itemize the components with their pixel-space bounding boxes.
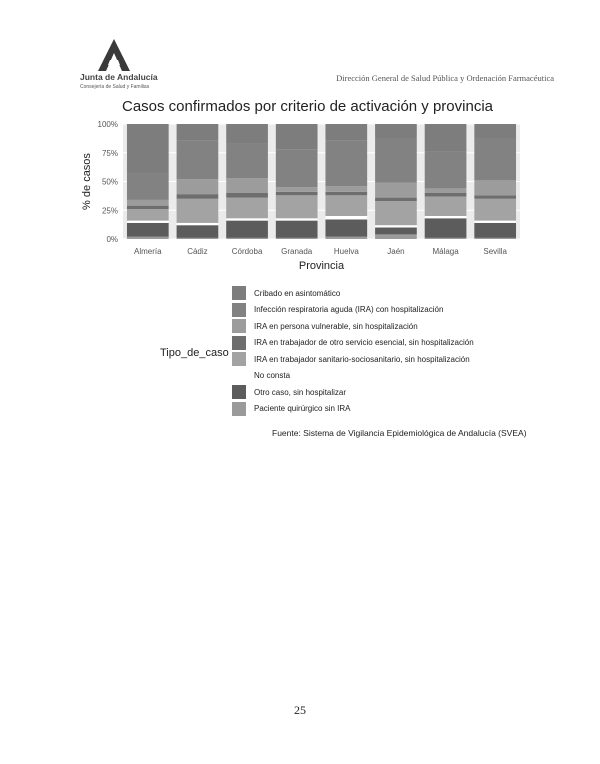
bar-segment — [375, 198, 417, 201]
bar-segment — [226, 198, 268, 219]
bar-segment — [276, 192, 318, 195]
bar-segment — [325, 186, 367, 192]
bar-segment — [325, 192, 367, 195]
x-tick-label: Granada — [281, 247, 313, 256]
bar-segment — [325, 140, 367, 186]
x-tick-label: Málaga — [432, 247, 459, 256]
legend-swatch — [232, 303, 246, 317]
legend-swatch — [232, 385, 246, 399]
bar-segment — [425, 196, 467, 216]
bar-segment — [375, 124, 417, 139]
y-tick-label: 75% — [101, 148, 118, 158]
legend-label: IRA en trabajador de otro servicio esencial, sin hospitalización — [254, 338, 474, 347]
legend-item — [232, 335, 474, 351]
bar-segment — [325, 216, 367, 219]
bar-segment — [276, 218, 318, 220]
bar-segment — [425, 193, 467, 196]
chart-title: Casos confirmados por criterio de activación y provincia — [122, 98, 493, 115]
bar-segment — [474, 195, 516, 198]
legend-item — [232, 285, 340, 301]
bar-segment — [375, 201, 417, 225]
bar-segment — [425, 188, 467, 193]
org-subtitle: Consejería de Salud y Familias — [80, 84, 150, 90]
legend-swatch — [232, 369, 246, 383]
bar-segment — [127, 209, 169, 221]
stacked-bar-chart — [75, 115, 525, 275]
legend-item — [232, 351, 470, 367]
bar-segment — [325, 195, 367, 216]
bar-segment — [325, 237, 367, 239]
y-tick-label: 50% — [101, 177, 118, 187]
bar-segment — [177, 124, 219, 140]
legend-swatch — [232, 402, 246, 416]
bar-segment — [474, 180, 516, 195]
legend-label: Infección respiratoria aguda (IRA) con hospitalización — [254, 305, 444, 314]
bar-segment — [226, 193, 268, 198]
bar-segment — [474, 221, 516, 223]
x-tick-label: Almería — [134, 247, 162, 256]
bar-segment — [474, 223, 516, 238]
bar-segment — [375, 139, 417, 183]
bar-segment — [127, 200, 169, 206]
bar-segment — [276, 238, 318, 239]
bar-segment — [127, 124, 169, 173]
bar-segment — [325, 124, 367, 140]
legend-swatch — [232, 286, 246, 300]
bar-segment — [474, 199, 516, 221]
legend-swatch — [232, 319, 246, 333]
legend-title: Tipo_de_caso — [160, 347, 229, 359]
bar-segment — [425, 124, 467, 152]
bar-segment — [127, 237, 169, 239]
bar-segment — [325, 219, 367, 236]
bar-segment — [276, 221, 318, 238]
bar-segment — [127, 223, 169, 237]
legend-swatch — [232, 352, 246, 366]
legend-label: Otro caso, sin hospitalizar — [254, 387, 347, 397]
bar-segment — [425, 216, 467, 218]
x-tick-label: Jaén — [387, 247, 405, 256]
bar-segment — [177, 194, 219, 199]
bar-segment — [425, 152, 467, 189]
legend-label: No consta — [254, 371, 291, 380]
bar-segment — [375, 228, 417, 235]
legend-item — [232, 318, 418, 334]
legend-item — [232, 401, 351, 417]
bar-segment — [127, 206, 169, 209]
y-axis-title: % de casos — [81, 153, 93, 210]
bar-segment — [375, 183, 417, 198]
bar-segment — [425, 238, 467, 239]
bar-segment — [226, 221, 268, 238]
bar-segment — [177, 225, 219, 238]
legend-swatch — [232, 336, 246, 350]
chart-legend — [160, 285, 540, 425]
bar-segment — [226, 218, 268, 220]
org-name: Junta de Andalucía — [80, 72, 158, 82]
x-tick-label: Huelva — [333, 247, 359, 256]
legend-label: IRA en persona vulnerable, sin hospitalización — [254, 321, 418, 331]
legend-item — [232, 384, 346, 400]
page-number: 25 — [294, 703, 306, 717]
bar-segment — [474, 139, 516, 180]
legend-label: Paciente quirúrgico sin IRA — [254, 404, 351, 413]
bar-segment — [226, 144, 268, 179]
bar-segment — [276, 149, 318, 187]
legend-item — [232, 302, 443, 318]
x-tick-label: Cádiz — [187, 247, 208, 256]
bar-segment — [276, 187, 318, 192]
directorate-heading: Dirección General de Salud Pública y Ordenación Farmacéutica — [336, 73, 554, 83]
bar-segment — [425, 218, 467, 238]
bar-segment — [177, 140, 219, 179]
legend-label: IRA en trabajador sanitario-sociosanitario, sin hospitalización — [254, 354, 470, 364]
x-tick-label: Córdoba — [231, 247, 263, 256]
y-tick-label: 100% — [97, 120, 118, 129]
y-tick-label: 0% — [106, 235, 118, 244]
bar-segment — [226, 238, 268, 239]
bar-segment — [177, 179, 219, 194]
bar-segment — [375, 225, 417, 227]
bar-segment — [474, 238, 516, 239]
bar-segment — [226, 124, 268, 144]
bar-segment — [177, 238, 219, 239]
source-note: Fuente: Sistema de Vigilancia Epidemiológica de Andalucía (SVEA) — [272, 428, 527, 438]
bar-segment — [276, 124, 318, 149]
bar-segment — [276, 195, 318, 218]
legend-item — [232, 368, 290, 384]
bar-segment — [226, 178, 268, 193]
bar-segment — [127, 173, 169, 199]
bar-segment — [177, 223, 219, 225]
y-tick-label: 25% — [101, 206, 118, 216]
bar-segment — [375, 234, 417, 239]
legend-label: Cribado en asintomático — [254, 288, 341, 298]
bar-segment — [177, 199, 219, 223]
x-tick-label: Sevilla — [483, 247, 507, 256]
x-axis-title: Provincia — [298, 260, 345, 272]
bar-segment — [474, 124, 516, 139]
bar-segment — [127, 221, 169, 223]
junta-logo-mark-icon — [96, 38, 132, 72]
